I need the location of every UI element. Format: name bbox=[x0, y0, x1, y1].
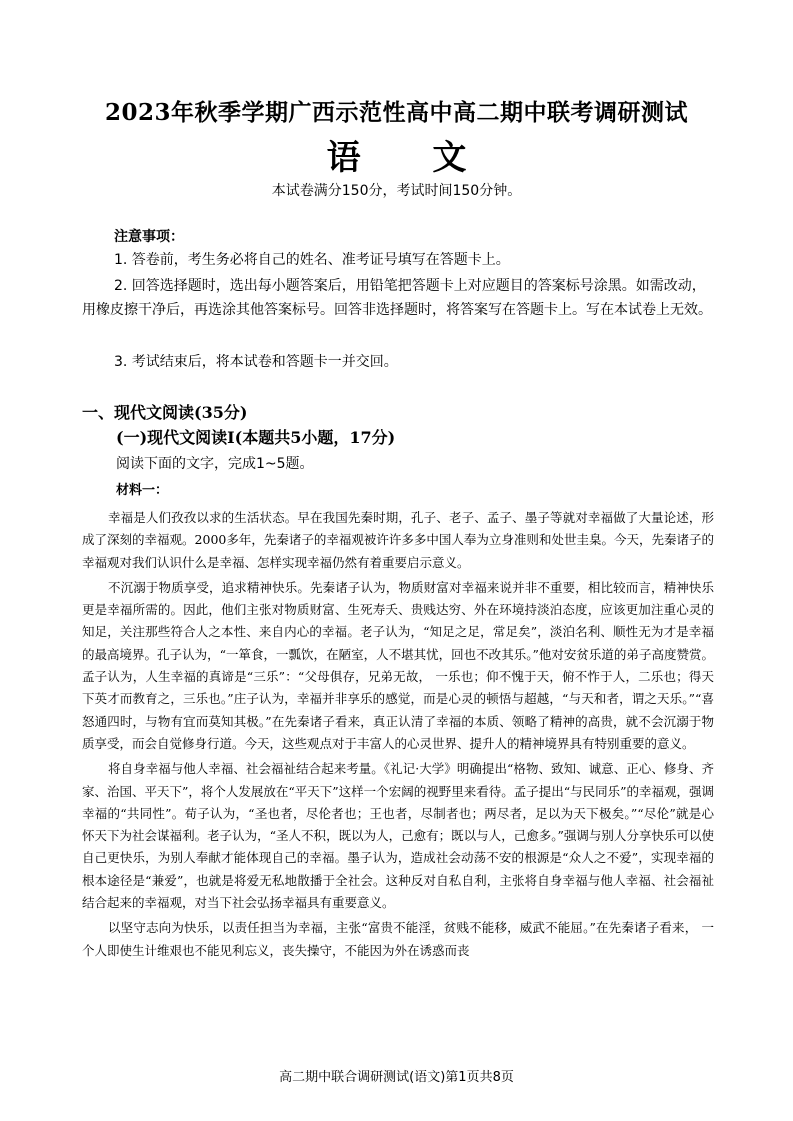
article-paragraph: 将自身幸福与他人幸福、社会福祉结合起来考量。《礼记·大学》明确提出“格物、致知、诚意、正心、修身、齐家、治国、平天下”，将个人发展放在“平天下”这样一个宏阔的视野里来看待。孟子提出“与民同乐”的幸福观，强调幸福的“共同性”。荀子认为，“圣也者，尽伦者也；王也者，尽制者也；两尽者，足以为天下极矣。”“尽伦”就是心怀天下为社会谋福利。老子认为，“圣人不积，既以为人，己愈有；既以与人，己愈多。”强调与别人分享快乐可以使自己更快乐，为别人奉献才能体现自己的幸福。墨子认为，造成社会动荡不安的根源是“众人之不爱”，实现幸福的根本途径是“兼爱”，也就是将爱无私地散播于全社会。这种反对自私自利，主张将自身幸福与他人幸福、社会福祉结合起来的幸福观，对当下社会弘扬幸福具有重要意义。 bbox=[82, 761, 714, 911]
article-paragraph: 幸福是人们孜孜以求的生活状态。早在我国先秦时期，孔子、老子、孟子、墨子等就对幸福做了大量论述，形成了深刻的幸福观。2000多年，先秦诸子的幸福观被许许多多中国人奉为立身准则和处世圭臬。今天，先秦诸子的幸福观对我们认识什么是幸福、怎样实现幸福仍然有着重要启示意义。 bbox=[82, 510, 714, 570]
section-heading: 一、现代文阅读(35分) bbox=[82, 403, 248, 422]
reading-instruction: 阅读下面的文字，完成1~5题。 bbox=[116, 456, 314, 472]
notice-heading: 注意事项： bbox=[114, 229, 184, 245]
page-footer: 高二期中联合调研测试(语文)第1页共8页 bbox=[279, 1070, 514, 1085]
subject-title: 语 文 bbox=[326, 138, 497, 178]
subsection-heading: (一)现代文阅读I(本题共5小题，17分) bbox=[116, 428, 396, 447]
exam-info: 本试卷满分150分，考试时间150分钟。 bbox=[271, 183, 522, 199]
article-body bbox=[82, 507, 714, 965]
notice-item-1: 1. 答卷前，考生务必将自己的姓名、准考证号填写在答题卡上。 bbox=[114, 252, 510, 268]
notice-item-2: 2. 回答选择题时，选出每小题答案后，用铅笔把答题卡上对应题目的答案标号涂黑。如需改动，用橡皮擦干净后，再选涂其他答案标号。回答非选择题时，将答案写在答题卡上。写在本试卷上无效。 bbox=[82, 278, 712, 318]
notice-item-3: 3. 考试结束后，将本试卷和答题卡一并交回。 bbox=[114, 354, 398, 370]
article-paragraph: 以坚守志向为快乐，以责任担当为幸福，主张“富贵不能淫，贫贱不能移，威武不能屈。”在先秦诸子看来， 一个人即使生计维艰也不能见利忘义，丧失操守，不能因为外在诱惑而丧 bbox=[82, 920, 714, 958]
material-label: 材料一： bbox=[116, 483, 169, 498]
exam-title: 2023年秋季学期广西示范性高中高二期中联考调研测试 bbox=[104, 99, 688, 126]
article-paragraph: 不沉溺于物质享受，追求精神快乐。先秦诸子认为，物质财富对幸福来说并非不重要，相比较而言，精神快乐更是幸福所需的。因此，他们主张对物质财富、生死寿夭、贵贱达穷、外在环境持淡泊态度，应该更加注重心灵的知足，关注那些符合人之本性、来自内心的幸福。老子认为，“知足之足，常足矣”，淡泊名利、顺性无为才是幸福的最高境界。孔子认为，“一箪食，一瓢饮，在陋室，人不堪其忧，回也不改其乐。”他对安贫乐道的弟子高度赞赏。孟子认为，人生幸福的真谛是“三乐”：“父母俱存，兄弟无故， 一乐也；仰不愧于天，俯不怍于人，二乐也；得天下英才而教育之，三乐也。”庄子认为，幸福并非享乐的感觉，而是心灵的顿悟与超越，“与天和者，谓之天乐。”“喜怒通四时，与物有宜而莫知其极。”在先秦诸子看来，真正认清了幸福的本质、领略了精神的高贵，就不会沉溺于物质享受，而会自觉修身行道。今天，这些观点对于丰富人的心灵世界、提升人的精神境界具有特别重要的意义。 bbox=[82, 579, 714, 751]
